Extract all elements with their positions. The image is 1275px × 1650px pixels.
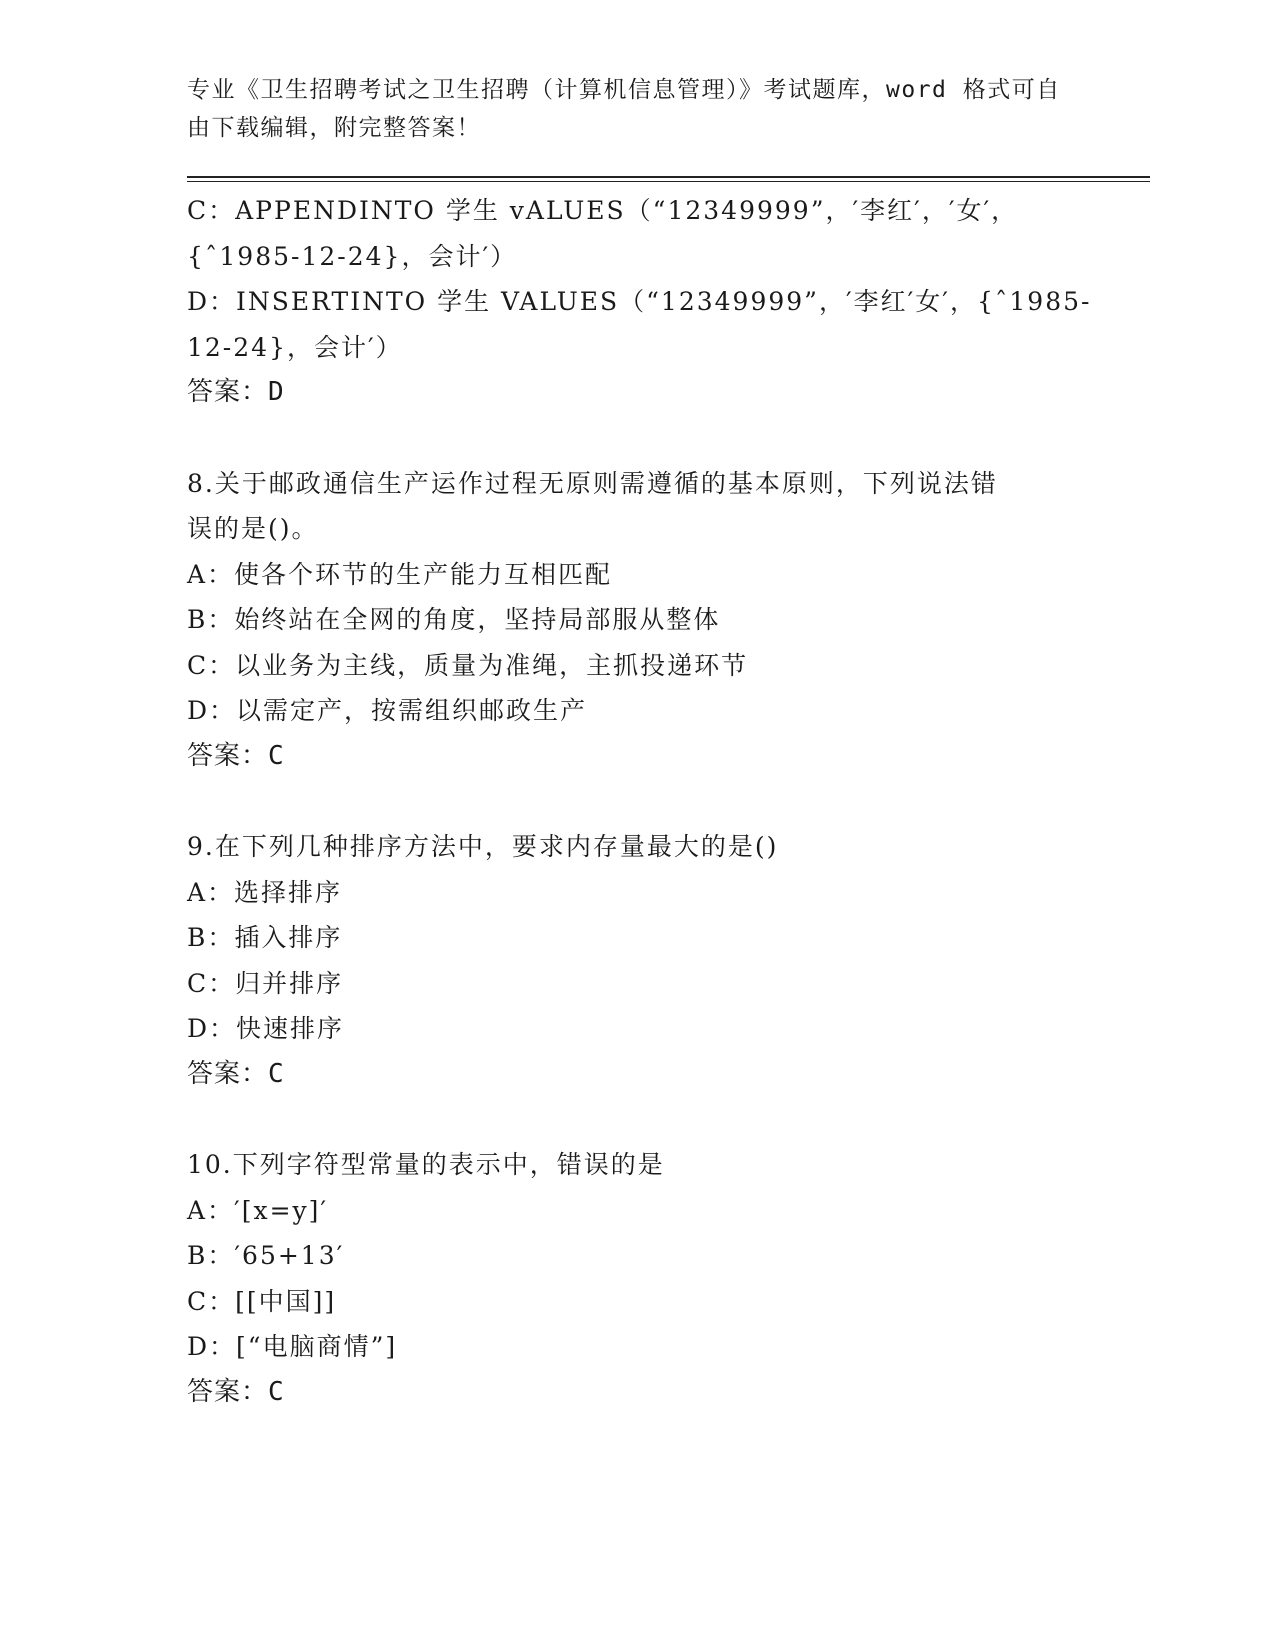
question-stem: 8.关于邮政通信生产运作过程无原则需遵循的基本原则，下列说法错 bbox=[187, 468, 998, 498]
answer: 答案：D bbox=[187, 377, 285, 407]
answer: 答案：C bbox=[187, 1058, 285, 1089]
answer: 答案：C bbox=[187, 740, 285, 771]
option-c: C：[[中国]] bbox=[187, 1286, 337, 1316]
answer: 答案：C bbox=[187, 1376, 285, 1407]
option-d: D：[“电脑商情”] bbox=[187, 1332, 398, 1361]
question-block-7 bbox=[187, 188, 1092, 416]
document-header bbox=[187, 71, 1067, 147]
question-list bbox=[187, 188, 1092, 1415]
header-line-1: 专业《卫生招聘考试之卫生招聘（计算机信息管理）》考试题库，word 格式可自 bbox=[187, 77, 1061, 103]
spacer bbox=[187, 416, 1067, 461]
option-c: C：APPENDINTO 学生 vALUES（“12349999”，′李红′，′女′， bbox=[187, 196, 1019, 225]
question-stem: 10.下列字符型常量的表示中，错误的是 bbox=[187, 1150, 665, 1179]
option-d: D：快速排序 bbox=[187, 1014, 345, 1043]
option-a: A：′[x=y]′ bbox=[187, 1195, 329, 1225]
question-block-8 bbox=[187, 461, 1067, 780]
option-c: C：归并排序 bbox=[187, 968, 344, 998]
option-c: C：以业务为主线，质量为准绳，主抓投递环节 bbox=[187, 650, 749, 680]
question-block-10 bbox=[187, 1142, 1067, 1415]
header-divider-thick bbox=[187, 176, 1150, 178]
spacer bbox=[187, 779, 1067, 824]
option-b: B：始终站在全网的角度，坚持局部服从整体 bbox=[187, 605, 721, 634]
option-a: A：选择排序 bbox=[187, 877, 343, 907]
option-b: B：′65+13′ bbox=[187, 1241, 345, 1270]
option-d: D：INSERTINTO 学生 VALUES（“12349999”，′李红′女′，{ˆ1985- bbox=[187, 287, 1092, 316]
spacer bbox=[187, 1097, 1067, 1142]
question-block-9 bbox=[187, 824, 1067, 1097]
option-d: D：以需定产，按需组织邮政生产 bbox=[187, 696, 588, 725]
option-b: B：插入排序 bbox=[187, 923, 343, 952]
question-stem-continued: 误的是()。 bbox=[187, 514, 319, 543]
option-d-continued: 12-24}，会计′） bbox=[187, 332, 403, 362]
option-c-continued: {ˆ1985-12-24}，会计′） bbox=[187, 241, 518, 271]
question-stem: 9.在下列几种排序方法中，要求内存量最大的是() bbox=[187, 832, 779, 861]
option-a: A：使各个环节的生产能力互相匹配 bbox=[187, 559, 613, 589]
header-line-2: 由下载编辑，附完整答案！ bbox=[187, 115, 481, 141]
header-divider-thin bbox=[187, 181, 1150, 182]
